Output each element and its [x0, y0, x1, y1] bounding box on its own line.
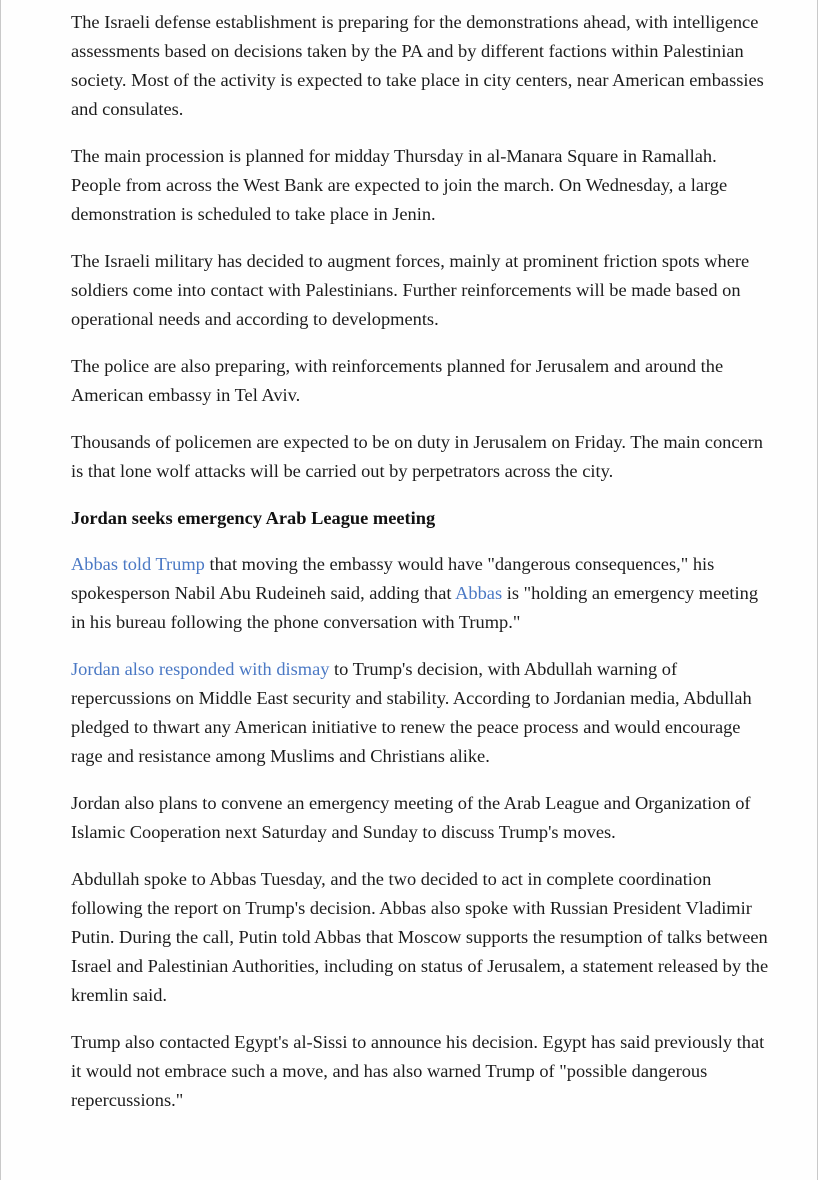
- paragraph-policemen-on-duty: Thousands of policemen are expected to be on duty in Jerusalem on Friday. The main concern is that lone wolf attacks will be carried out by perpetrators across the city.: [71, 432, 763, 481]
- section-heading: Jordan seeks emergency Arab League meeting: [71, 508, 436, 528]
- paragraph-military-forces: The Israeli military has decided to augment forces, mainly at prominent friction spots where soldiers come into contact with Palestinians. Further reinforcements will be made based on operational needs and according to developments.: [71, 251, 750, 329]
- paragraph-defense-establishment: The Israeli defense establishment is preparing for the demonstrations ahead, with intelligence assessments based on decisions taken by the PA and by different factions within Palestinian society. Most of the activity is expected to take place in city centers, near American embassies and consulates.: [71, 12, 764, 119]
- paragraph-text: to Trump's decision, with Abdullah warning of repercussions on Middle East security and stability. According to Jordanian media, Abdullah pledged to thwart any American initiative to renew the peace process and would encourage rage and resistance among Muslims and Christians alike.: [71, 659, 752, 766]
- paragraph-jordan-dismay: [71, 655, 771, 771]
- paragraph-main-procession: The main procession is planned for midday Thursday in al-Manara Square in Ramallah. People from across the West Bank are expected to join the march. On Wednesday, a large demonstration is scheduled to take place in Jenin.: [71, 146, 728, 224]
- paragraph-police-preparing: The police are also preparing, with reinforcements planned for Jerusalem and around the American embassy in Tel Aviv.: [71, 356, 724, 405]
- paragraph-text: that moving the embassy would have "dangerous consequences," his spokesperson Nabil Abu Rudeineh said, adding that: [71, 554, 715, 603]
- article-body: [71, 8, 771, 1133]
- paragraph-abdullah-abbas: Abdullah spoke to Abbas Tuesday, and the two decided to act in complete coordination following the report on Trump's decision. Abbas also spoke with Russian President Vladimir Putin. During the call, Putin told Abbas that Moscow supports the resumption of talks between Israel and Palestinian Authorities, including on status of Jerusalem, a statement released by the kremlin said.: [71, 869, 769, 1005]
- jordan-dismay-link[interactable]: Jordan also responded with dismay: [71, 659, 330, 679]
- paragraph-trump-egypt: Trump also contacted Egypt's al-Sissi to announce his decision. Egypt has said previously that it would not embrace such a move, and has also warned Trump of "possible dangerous repercussions.": [71, 1032, 765, 1110]
- paragraph-jordan-emergency-meeting: Jordan also plans to convene an emergency meeting of the Arab League and Organization of Islamic Cooperation next Saturday and Sunday to discuss Trump's moves.: [71, 793, 751, 842]
- abbas-link[interactable]: Abbas: [455, 583, 503, 603]
- abbas-told-trump-link[interactable]: Abbas told Trump: [71, 554, 205, 574]
- paragraph-text: is "holding an emergency meeting in his bureau following the phone conversation with Trump.": [71, 583, 759, 632]
- paragraph-abbas-told-trump: [71, 550, 771, 637]
